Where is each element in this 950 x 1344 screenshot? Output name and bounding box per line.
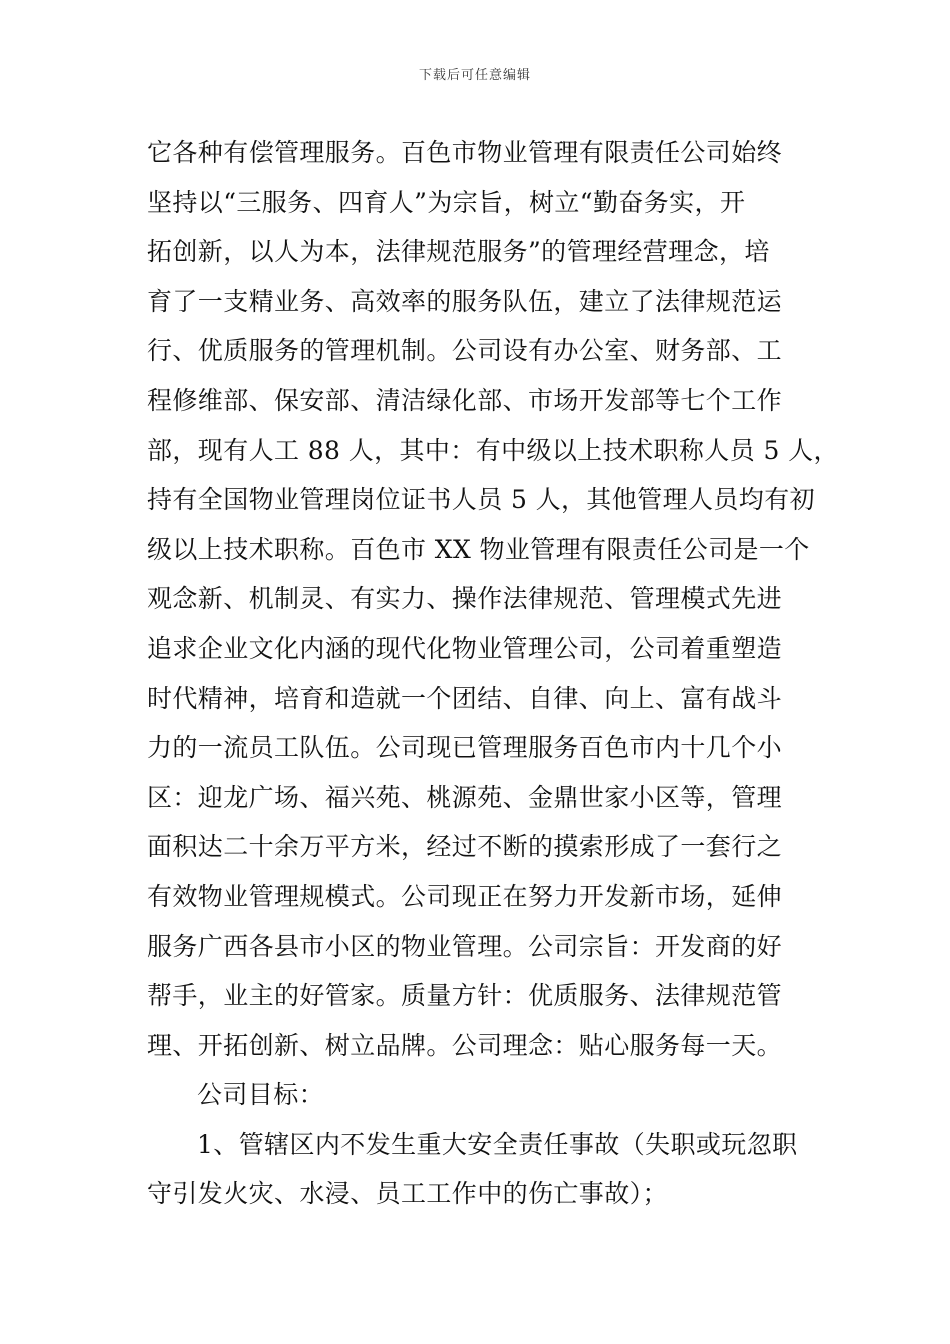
- text-line: 级以上技术职称。百色市 XX 物业管理有限责任公司是一个: [147, 534, 810, 564]
- text-line: 理、开拓创新、树立品牌。公司理念：贴心服务每一天。: [147, 1030, 783, 1060]
- text-line: 面积达二十余万平方米，经过不断的摸索形成了一套行之: [147, 832, 783, 862]
- text-line: 服务广西各县市小区的物业管理。公司宗旨：开发商的好: [147, 931, 783, 961]
- text-line: 拓创新，以人为本，法律规范服务”的管理经营理念，培: [147, 237, 770, 267]
- list-item-continuation: 守引发火灾、水浸、员工工作中的伤亡事故）；: [147, 1179, 668, 1209]
- page-header: 下载后可任意编辑: [418, 68, 531, 83]
- text-line: 时代精神，培育和造就一个团结、自律、向上、富有战斗: [147, 683, 783, 713]
- section-heading: 公司目标：: [197, 1080, 325, 1110]
- text-line: 育了一支精业务、高效率的服务队伍，建立了法律规范运: [147, 286, 783, 316]
- text-line: 力的一流员工队伍。公司现已管理服务百色市内十几个小: [147, 733, 783, 763]
- list-item: 1、管辖区内不发生重大安全责任事故（失职或玩忽职: [197, 1129, 798, 1159]
- text-line: 程修维部、保安部、清洁绿化部、市场开发部等七个工作: [147, 385, 783, 415]
- text-line: 持有全国物业管理岗位证书人员 5 人，其他管理人员均有初: [147, 485, 816, 515]
- text-line: 观念新、机制灵、有实力、操作法律规范、管理模式先进: [147, 584, 783, 614]
- text-line: 有效物业管理规模式。公司现正在努力开发新市场，延伸: [147, 881, 783, 911]
- document-body: [147, 128, 837, 1219]
- text-line: 部，现有人工 88 人，其中：有中级以上技术职称人员 5 人，: [147, 435, 839, 465]
- text-line: 坚持以“三服务、四育人”为宗旨，树立“勤奋务实，开: [147, 187, 746, 217]
- text-line: 追求企业文化内涵的现代化物业管理公司，公司着重塑造: [147, 633, 783, 663]
- text-line: 帮手，业主的好管家。质量方针：优质服务、法律规范管: [147, 981, 783, 1011]
- text-line: 行、优质服务的管理机制。公司设有办公室、财务部、工: [147, 336, 783, 366]
- text-line: 区：迎龙广场、福兴苑、桃源苑、金鼎世家小区等，管理: [147, 782, 783, 812]
- text-line: 它各种有偿管理服务。百色市物业管理有限责任公司始终: [147, 138, 783, 167]
